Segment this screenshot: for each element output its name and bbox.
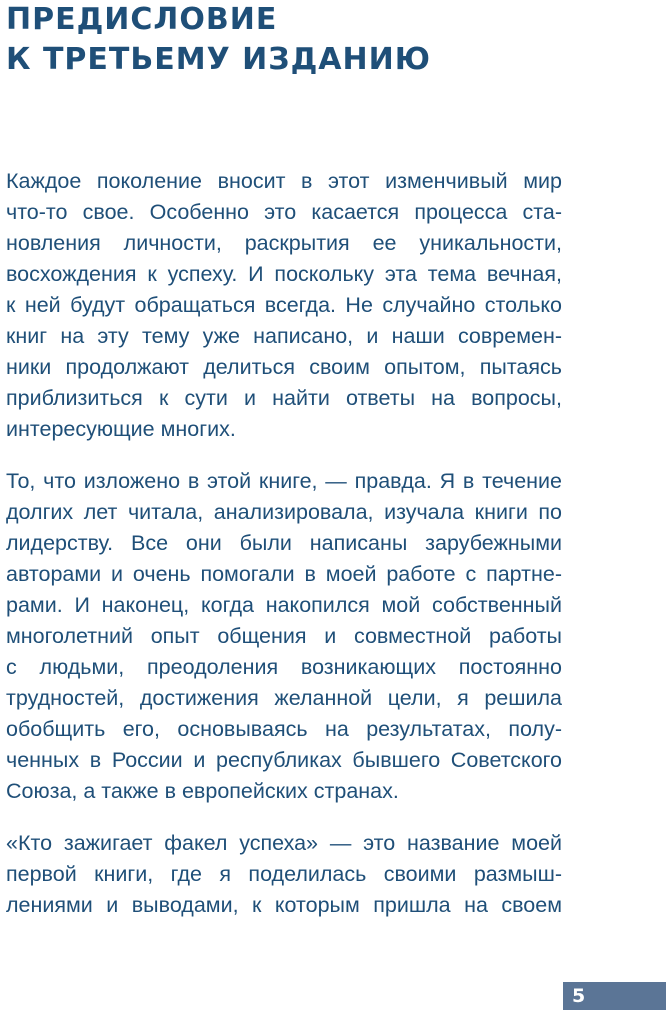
- chapter-heading-line-1: ПРЕДИСЛОВИЕ: [6, 2, 278, 37]
- paragraph-line: многолетний опыт общения и совместной работы: [6, 624, 562, 648]
- body-text: [6, 166, 562, 942]
- paragraph-line: восхождения к успеху. И поскольку эта тема вечная,: [6, 262, 562, 286]
- paragraph-3: [6, 828, 562, 921]
- paragraph-line: книг на эту тему уже написано, и наши современ-: [6, 324, 562, 348]
- paragraph-line: обобщить его, основываясь на результатах, полу-: [6, 717, 562, 741]
- chapter-heading: [6, 0, 646, 80]
- paragraph-2: [6, 466, 562, 807]
- paragraph-line: новления личности, раскрытия ее уникальности,: [6, 231, 562, 255]
- paragraph-line: что-то свое. Особенно это касается процесса ста-: [6, 200, 562, 224]
- paragraph-line: лениями и выводами, к которым пришла на своем: [6, 893, 562, 917]
- paragraph-line: приблизиться к сути и найти ответы на вопросы,: [6, 386, 562, 410]
- page-number: 5: [572, 985, 586, 1007]
- paragraph-line: ники продолжают делиться своим опытом, пытаясь: [6, 355, 562, 379]
- paragraph-line: То, что изложено в этой книге, — правда. Я в течение: [6, 469, 562, 493]
- paragraph-line: Союза, а также в европейских странах.: [6, 779, 399, 803]
- paragraph-line: Каждое поколение вносит в этот изменчивый мир: [6, 169, 562, 193]
- paragraph-line: рами. И наконец, когда накопился мой собственный: [6, 593, 562, 617]
- paragraph-line: интересующие многих.: [6, 417, 236, 441]
- paragraph-line: долгих лет читала, анализировала, изучала книги по: [6, 500, 562, 524]
- paragraph-line: трудностей, достижения желанной цели, я решила: [6, 686, 562, 710]
- chapter-heading-line-2: К ТРЕТЬЕМУ ИЗДАНИЮ: [6, 42, 431, 77]
- paragraph-line: с людьми, преодоления возникающих постоянно: [6, 655, 562, 679]
- paragraph-line: первой книги, где я поделилась своими размыш-: [6, 862, 562, 886]
- paragraph-line: ченных в России и республиках бывшего Советского: [6, 748, 562, 772]
- paragraph-1: [6, 166, 562, 445]
- paragraph-line: к ней будут обращаться всегда. Не случайно столько: [6, 293, 562, 317]
- paragraph-line: лидерству. Все они были написаны зарубежными: [6, 531, 562, 555]
- paragraph-line: «Кто зажигает факел успеха» — это название моей: [6, 831, 562, 855]
- paragraph-line: авторами и очень помогали в моей работе с партне-: [6, 562, 562, 586]
